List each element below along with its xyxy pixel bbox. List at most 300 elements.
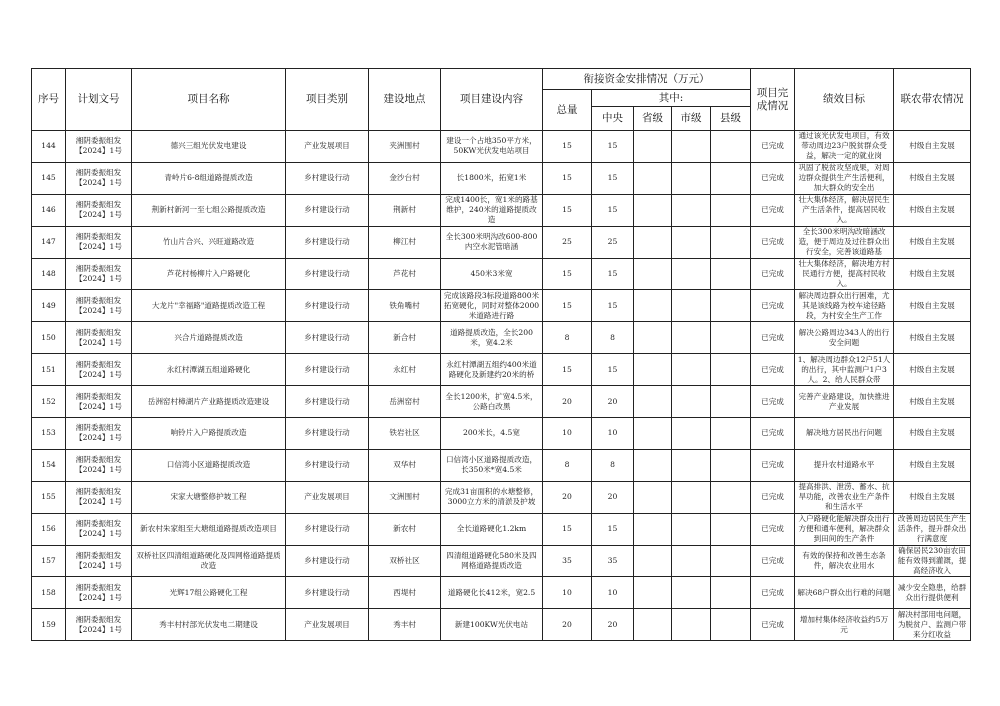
doc-cell-text: 湘阴委振组发【2024】1号 (75, 487, 122, 507)
category-cell-text: 产业发展项目 (304, 492, 350, 502)
provincial-cell (634, 577, 672, 609)
category-cell-text: 乡村建设行动 (304, 460, 350, 470)
category-cell (286, 290, 369, 322)
location-cell-text: 芦花村 (393, 269, 416, 278)
location-cell (369, 577, 441, 609)
content-cell (441, 131, 543, 163)
name-cell-text: 竹山片合兴、兴旺道路改造 (162, 237, 255, 247)
header-goal: 绩效目标 (795, 69, 894, 131)
seq-cell (32, 481, 66, 513)
goal-cell-text: 解决公路周边343人的出行安全问题 (798, 327, 890, 347)
completion-cell-text: 已完成 (761, 396, 784, 406)
content-cell (441, 545, 543, 577)
total-cell (543, 609, 592, 641)
goal-cell-text: 壮大集体经济，解决居民生产生活条件，提高居民收入。 (798, 195, 890, 225)
seq-cell (32, 290, 66, 322)
goal-cell (795, 226, 894, 258)
goal-cell-text: 解决68户群众出行难的问题 (797, 587, 891, 597)
completion-cell (751, 194, 795, 226)
central-cell-text: 10 (607, 587, 618, 597)
total-cell-text: 15 (562, 141, 572, 151)
seq-cell (32, 386, 66, 418)
seq-cell (32, 545, 66, 577)
location-cell-text: 新农村 (393, 524, 416, 534)
content-cell (441, 513, 543, 545)
goal-cell-text: 提高排洪、泄涝、蓄水、抗旱功能，改善农业生产条件和生活水平 (798, 482, 890, 512)
linkage-cell (894, 258, 971, 290)
total-cell-text: 20 (562, 492, 572, 502)
header-name: 项目名称 (132, 69, 286, 131)
completion-cell-text: 已完成 (761, 587, 784, 597)
category-cell-text: 乡村建设行动 (304, 396, 350, 406)
content-cell-text: 永红村潭湖五组约400米道路硬化及新建约20米的桥 (446, 359, 537, 379)
name-cell-text: 新农村朱家组至大塘组道路提质改造项目 (140, 524, 277, 534)
seq-cell-text: 159 (41, 619, 56, 629)
linkage-cell (894, 513, 971, 545)
completion-cell (751, 258, 795, 290)
city-cell (672, 481, 711, 513)
completion-cell-text: 已完成 (761, 619, 784, 629)
location-cell (369, 322, 441, 354)
location-cell-text: 双桥社区 (389, 556, 420, 566)
city-cell (672, 131, 711, 163)
total-cell (543, 354, 592, 386)
name-cell-text: 秀丰村村部光伏发电二期建设 (159, 619, 258, 629)
category-cell (286, 162, 369, 194)
seq-cell-text: 156 (41, 524, 56, 534)
category-cell (286, 322, 369, 354)
category-cell (286, 418, 369, 450)
location-cell (369, 545, 441, 577)
name-cell (132, 226, 286, 258)
seq-cell (32, 449, 66, 481)
goal-cell (795, 577, 894, 609)
name-cell-text: 响铃片入户路提质改造 (170, 428, 247, 438)
central-cell (592, 449, 634, 481)
city-cell (672, 609, 711, 641)
completion-cell-text: 已完成 (761, 141, 784, 151)
central-cell (592, 322, 634, 354)
category-cell-text: 乡村建设行动 (304, 524, 350, 534)
goal-cell-text: 解决地方居民出行问题 (806, 428, 882, 438)
provincial-cell (634, 386, 672, 418)
category-cell-text: 产业发展项目 (304, 141, 350, 151)
doc-cell-text: 湘阴委振组发【2024】1号 (75, 295, 122, 315)
linkage-cell (894, 131, 971, 163)
provincial-cell (634, 609, 672, 641)
location-cell-text: 铁岩社区 (389, 428, 420, 438)
linkage-cell-text: 村级自主发展 (909, 364, 955, 374)
header-linkage: 联农带农情况 (894, 69, 971, 131)
central-cell-text: 15 (607, 300, 618, 310)
linkage-cell (894, 194, 971, 226)
location-cell (369, 131, 441, 163)
content-cell (441, 226, 543, 258)
linkage-cell (894, 322, 971, 354)
linkage-cell (894, 449, 971, 481)
content-cell (441, 354, 543, 386)
name-cell (132, 322, 286, 354)
table-row (32, 162, 971, 194)
name-cell-text: 永红村潭湖五组道路硬化 (166, 364, 251, 374)
doc-cell-text: 湘阴委振组发【2024】1号 (75, 455, 122, 475)
header-completion: 项目完成情况 (751, 69, 795, 131)
city-cell (672, 194, 711, 226)
central-cell-text: 8 (610, 460, 615, 470)
provincial-cell (634, 194, 672, 226)
goal-cell (795, 322, 894, 354)
content-cell (441, 258, 543, 290)
seq-cell-text: 157 (41, 556, 56, 566)
name-cell (132, 162, 286, 194)
doc-cell (66, 577, 132, 609)
doc-cell-text: 湘阴委振组发【2024】1号 (75, 168, 122, 188)
doc-cell (66, 386, 132, 418)
category-cell (286, 609, 369, 641)
completion-cell (751, 354, 795, 386)
city-cell (672, 513, 711, 545)
central-cell (592, 481, 634, 513)
goal-cell-text: 解决周边群众出行困难，尤其是该线路为校车途径路段，为村安全生产工作 (798, 290, 890, 320)
completion-cell (751, 226, 795, 258)
total-cell-text: 20 (562, 396, 572, 406)
goal-cell-text: 巩固了脱贫攻坚成果，对周边群众提供生产生活便利，加大群众的安全出 (798, 163, 890, 193)
table-row (32, 418, 971, 450)
seq-cell-text: 144 (41, 141, 56, 151)
central-cell-text: 15 (607, 524, 618, 534)
central-cell-text: 10 (607, 428, 618, 438)
linkage-cell (894, 545, 971, 577)
total-cell (543, 162, 592, 194)
seq-cell-text: 146 (41, 205, 56, 215)
goal-cell (795, 418, 894, 450)
category-cell-text: 乡村建设行动 (304, 237, 350, 247)
goal-cell (795, 354, 894, 386)
content-cell-text: 全长道路硬化1.2km (456, 524, 527, 534)
location-cell-text: 夹洲围村 (389, 141, 420, 151)
completion-cell-text: 已完成 (761, 524, 784, 534)
total-cell-text: 15 (562, 364, 572, 374)
county-cell (711, 322, 751, 354)
content-cell-text: 建设一个占地350平方米，50KW光伏发电站项目 (446, 136, 537, 156)
central-cell-text: 35 (607, 556, 618, 566)
central-cell-text: 15 (607, 269, 618, 278)
central-cell (592, 577, 634, 609)
provincial-cell (634, 418, 672, 450)
goal-cell (795, 513, 894, 545)
completion-cell (751, 449, 795, 481)
seq-cell-text: 148 (41, 269, 56, 278)
linkage-cell (894, 386, 971, 418)
city-cell (672, 226, 711, 258)
city-cell (672, 577, 711, 609)
doc-cell-text: 湘阴委振组发【2024】1号 (75, 519, 122, 539)
name-cell-text: 荆新村新河一至七组公路提质改造 (151, 205, 266, 215)
location-cell (369, 449, 441, 481)
city-cell (672, 418, 711, 450)
completion-cell (751, 290, 795, 322)
location-cell-text: 柳江村 (393, 237, 416, 247)
seq-cell (32, 194, 66, 226)
name-cell-text: 双桥社区四清组道路硬化及四网格道路提质改造 (136, 551, 281, 571)
doc-cell (66, 258, 132, 290)
content-cell (441, 481, 543, 513)
content-cell (441, 322, 543, 354)
goal-cell (795, 449, 894, 481)
location-cell-text: 铁角嘴村 (389, 300, 420, 310)
seq-cell (32, 418, 66, 450)
doc-cell-text: 湘阴委振组发【2024】1号 (75, 423, 122, 443)
county-cell (711, 290, 751, 322)
city-cell (672, 354, 711, 386)
total-cell-text: 8 (564, 332, 570, 342)
city-cell (672, 386, 711, 418)
seq-cell (32, 322, 66, 354)
table-row (32, 322, 971, 354)
category-cell (286, 386, 369, 418)
location-cell-text: 秀丰村 (393, 619, 416, 629)
linkage-cell-text: 村级自主发展 (909, 237, 955, 247)
doc-cell (66, 481, 132, 513)
completion-cell-text: 已完成 (761, 300, 784, 310)
table-row (32, 131, 971, 163)
linkage-cell-text: 减少安全隐患，给群众出行提供便利 (897, 582, 967, 602)
category-cell (286, 258, 369, 290)
goal-cell-text: 全长300米明沟改暗涵改造，便于周边及过往群众出行安全，完善该道路基 (798, 227, 890, 257)
category-cell-text: 产业发展项目 (304, 619, 350, 629)
city-cell (672, 322, 711, 354)
goal-cell (795, 194, 894, 226)
content-cell (441, 194, 543, 226)
doc-cell-text: 湘阴委振组发【2024】1号 (75, 582, 122, 602)
doc-cell (66, 131, 132, 163)
completion-cell (751, 162, 795, 194)
doc-cell (66, 194, 132, 226)
name-cell-text: 德兴三组光伏发电建设 (170, 141, 247, 151)
total-cell-text: 8 (564, 460, 570, 470)
goal-cell-text: 有效的保持和改善生态条件，解决农业用水 (802, 551, 886, 571)
content-cell (441, 609, 543, 641)
content-cell-text: 完成31亩面积的水塘整修，3000立方米的清淤及护坡 (444, 487, 539, 507)
name-cell (132, 449, 286, 481)
county-cell (711, 386, 751, 418)
goal-cell-text: 完善产业路建设，加快推进产业发展 (798, 391, 890, 411)
completion-cell-text: 已完成 (761, 364, 784, 374)
content-cell (441, 386, 543, 418)
goal-cell (795, 545, 894, 577)
content-cell-text: 道路硬化长412米，宽2.5 (447, 587, 536, 597)
name-cell-text: 兴合片道路提质改造 (174, 332, 243, 342)
table-row (32, 609, 971, 641)
seq-cell-text: 153 (41, 428, 56, 438)
county-cell (711, 226, 751, 258)
county-cell (711, 449, 751, 481)
header-content: 项目建设内容 (441, 69, 543, 131)
table-row (32, 194, 971, 226)
header-seq: 序号 (32, 69, 66, 131)
central-cell (592, 545, 634, 577)
completion-cell-text: 已完成 (761, 492, 784, 502)
doc-cell-text: 湘阴委振组发【2024】1号 (75, 200, 122, 220)
county-cell (711, 131, 751, 163)
city-cell (672, 545, 711, 577)
city-cell (672, 162, 711, 194)
city-cell (672, 449, 711, 481)
total-cell-text: 15 (562, 269, 572, 278)
goal-cell-text: 通过该光伏发电项目，有效带动周边23户脱贫群众受益，解决一定的就业岗 (798, 131, 890, 161)
goal-cell (795, 481, 894, 513)
linkage-cell (894, 354, 971, 386)
doc-cell (66, 322, 132, 354)
completion-cell-text: 已完成 (761, 460, 784, 470)
central-cell (592, 418, 634, 450)
city-cell (672, 290, 711, 322)
category-cell (286, 577, 369, 609)
content-cell-text: 450米3米宽 (470, 269, 513, 278)
goal-cell-text: 1、解决周边群众12户51人的出行，其中监测户1户3人。2、给人民群众带 (797, 354, 891, 384)
doc-cell-text: 湘阴委振组发【2024】1号 (75, 327, 122, 347)
linkage-cell (894, 226, 971, 258)
total-cell (543, 194, 592, 226)
provincial-cell (634, 481, 672, 513)
central-cell (592, 609, 634, 641)
name-cell (132, 609, 286, 641)
central-cell-text: 20 (607, 396, 618, 406)
category-cell (286, 545, 369, 577)
table-row (32, 449, 971, 481)
central-cell-text: 20 (607, 619, 618, 629)
location-cell (369, 290, 441, 322)
central-cell (592, 386, 634, 418)
county-cell (711, 545, 751, 577)
category-cell-text: 乡村建设行动 (304, 364, 350, 374)
total-cell (543, 545, 592, 577)
provincial-cell (634, 354, 672, 386)
location-cell (369, 354, 441, 386)
central-cell (592, 513, 634, 545)
total-cell (543, 322, 592, 354)
category-cell-text: 乡村建设行动 (304, 587, 350, 597)
content-cell-text: 口信湾小区道路提质改造，长350米*宽4.5米 (445, 455, 538, 475)
location-cell-text: 永红村 (393, 364, 416, 374)
category-cell-text: 乡村建设行动 (304, 332, 350, 342)
completion-cell-text: 已完成 (761, 428, 784, 438)
location-cell (369, 418, 441, 450)
name-cell (132, 354, 286, 386)
completion-cell-text: 已完成 (761, 205, 784, 215)
content-cell-text: 长1800米，拓宽1米 (456, 173, 527, 183)
provincial-cell (634, 226, 672, 258)
name-cell (132, 545, 286, 577)
location-cell (369, 162, 441, 194)
category-cell-text: 乡村建设行动 (304, 269, 350, 278)
total-cell (543, 226, 592, 258)
doc-cell (66, 418, 132, 450)
doc-cell (66, 162, 132, 194)
content-cell (441, 418, 543, 450)
central-cell-text: 15 (607, 364, 618, 374)
linkage-cell-text: 解决村部用电问题，为脱贫户、监测户带来分红收益 (897, 609, 967, 639)
doc-cell (66, 226, 132, 258)
location-cell-text: 金沙台村 (389, 173, 420, 183)
provincial-cell (634, 162, 672, 194)
name-cell-text: 口信湾小区道路提质改造 (166, 460, 251, 470)
content-cell-text: 200米长，4.5宽 (463, 428, 520, 438)
seq-cell (32, 354, 66, 386)
seq-cell (32, 162, 66, 194)
linkage-cell-text: 村级自主发展 (909, 269, 955, 278)
table-row (32, 545, 971, 577)
goal-cell (795, 258, 894, 290)
header-provincial: 省级 (634, 107, 672, 131)
doc-cell (66, 449, 132, 481)
location-cell-text: 文洲围村 (389, 492, 420, 502)
linkage-cell (894, 418, 971, 450)
seq-cell (32, 577, 66, 609)
linkage-cell-text: 村级自主发展 (909, 492, 955, 502)
doc-cell (66, 290, 132, 322)
name-cell-text: 大龙片"幸福路"道路提质改造工程 (151, 300, 266, 310)
provincial-cell (634, 545, 672, 577)
total-cell-text: 25 (562, 237, 572, 247)
content-cell-text: 完成1400长，宽1米的路基维护，240米的道路提质改造 (445, 195, 538, 225)
name-cell (132, 418, 286, 450)
category-cell (286, 354, 369, 386)
central-cell (592, 258, 634, 290)
central-cell (592, 354, 634, 386)
project-table (31, 68, 971, 641)
seq-cell-text: 151 (41, 364, 56, 374)
seq-cell (32, 258, 66, 290)
doc-cell (66, 354, 132, 386)
completion-cell (751, 577, 795, 609)
total-cell-text: 35 (562, 556, 572, 566)
location-cell (369, 481, 441, 513)
linkage-cell-text: 村级自主发展 (909, 300, 955, 310)
location-cell (369, 194, 441, 226)
name-cell (132, 258, 286, 290)
total-cell (543, 258, 592, 290)
central-cell-text: 15 (607, 141, 618, 151)
table-row (32, 354, 971, 386)
category-cell (286, 513, 369, 545)
county-cell (711, 418, 751, 450)
name-cell (132, 386, 286, 418)
completion-cell-text: 已完成 (761, 269, 784, 278)
header-location: 建设地点 (369, 69, 441, 131)
name-cell-text: 岳洲窑村樟湖片产业路提质改造建设 (147, 396, 270, 406)
completion-cell (751, 609, 795, 641)
seq-cell-text: 152 (41, 396, 56, 406)
completion-cell (751, 513, 795, 545)
content-cell (441, 577, 543, 609)
content-cell-text: 全长1200米，扩宽4.5米，公路白改黑 (445, 391, 538, 411)
central-cell-text: 15 (607, 205, 618, 215)
location-cell-text: 新合村 (393, 332, 416, 342)
seq-cell-text: 147 (41, 237, 56, 247)
content-cell (441, 449, 543, 481)
content-cell-text: 道路提质改造，全长200米，宽4.2米 (450, 327, 533, 347)
linkage-cell (894, 481, 971, 513)
total-cell-text: 15 (562, 173, 572, 183)
category-cell-text: 乡村建设行动 (304, 556, 350, 566)
total-cell-text: 15 (562, 205, 572, 215)
location-cell (369, 226, 441, 258)
doc-cell-text: 湘阴委振组发【2024】1号 (75, 614, 122, 634)
table-body (32, 131, 971, 641)
category-cell-text: 乡村建设行动 (304, 173, 350, 183)
header-of-which: 其中: (592, 90, 751, 107)
